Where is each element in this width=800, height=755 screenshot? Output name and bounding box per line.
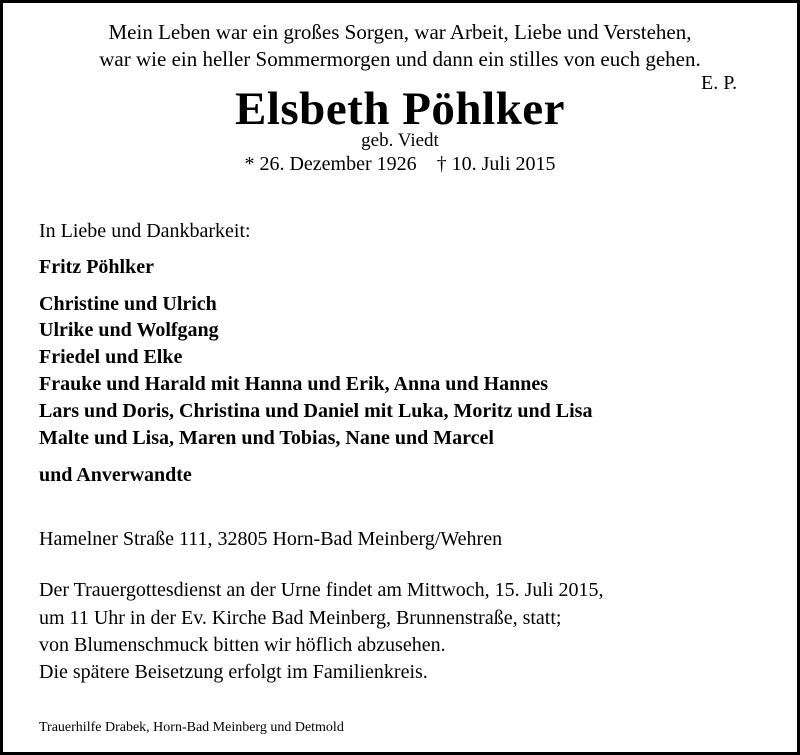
service-line: Der Trauergottesdienst an der Urne findet am Mittwoch, 15. Juli 2015,: [39, 579, 604, 601]
service-line: Die spätere Beisetzung erfolgt im Familienkreis.: [39, 661, 428, 683]
family-line: Frauke und Harald mit Hanna und Erik, Anna und Hannes: [39, 373, 549, 395]
motto-line-1: Mein Leben war ein großes Sorgen, war Arbeit, Liebe und Verstehen,: [108, 20, 692, 44]
spouse-name: Fritz Pöhlker: [39, 256, 154, 278]
service-line: um 11 Uhr in der Ev. Kirche Bad Meinberg, Brunnenstraße, statt;: [39, 607, 562, 629]
motto-initials: E. P.: [701, 72, 738, 94]
maiden-name: geb. Viedt: [361, 130, 439, 151]
motto-line-2: war wie ein heller Sommermorgen und dann ein stilles von euch gehen.: [99, 47, 701, 71]
deceased-name: Elsbeth Pöhlker: [234, 83, 565, 135]
family-address: Hamelner Straße 111, 32805 Horn-Bad Meinberg/Wehren: [39, 528, 503, 550]
family-line: Lars und Doris, Christina und Daniel mit Luka, Moritz und Lisa: [39, 400, 593, 422]
mourners-intro: In Liebe und Dankbarkeit:: [39, 220, 251, 242]
family-line: Malte und Lisa, Maren und Tobias, Nane und Marcel: [39, 427, 494, 449]
family-line: Christine und Ulrich: [39, 293, 217, 315]
family-line: Friedel und Elke: [39, 346, 183, 368]
life-dates: * 26. Dezember 1926 † 10. Juli 2015: [244, 153, 556, 175]
undertaker-credit: Trauerhilfe Drabek, Horn-Bad Meinberg und Detmold: [39, 720, 344, 735]
service-line: von Blumenschmuck bitten wir höflich abzusehen.: [39, 634, 446, 656]
relatives-line: und Anverwandte: [39, 464, 192, 486]
family-line: Ulrike und Wolfgang: [39, 319, 219, 341]
